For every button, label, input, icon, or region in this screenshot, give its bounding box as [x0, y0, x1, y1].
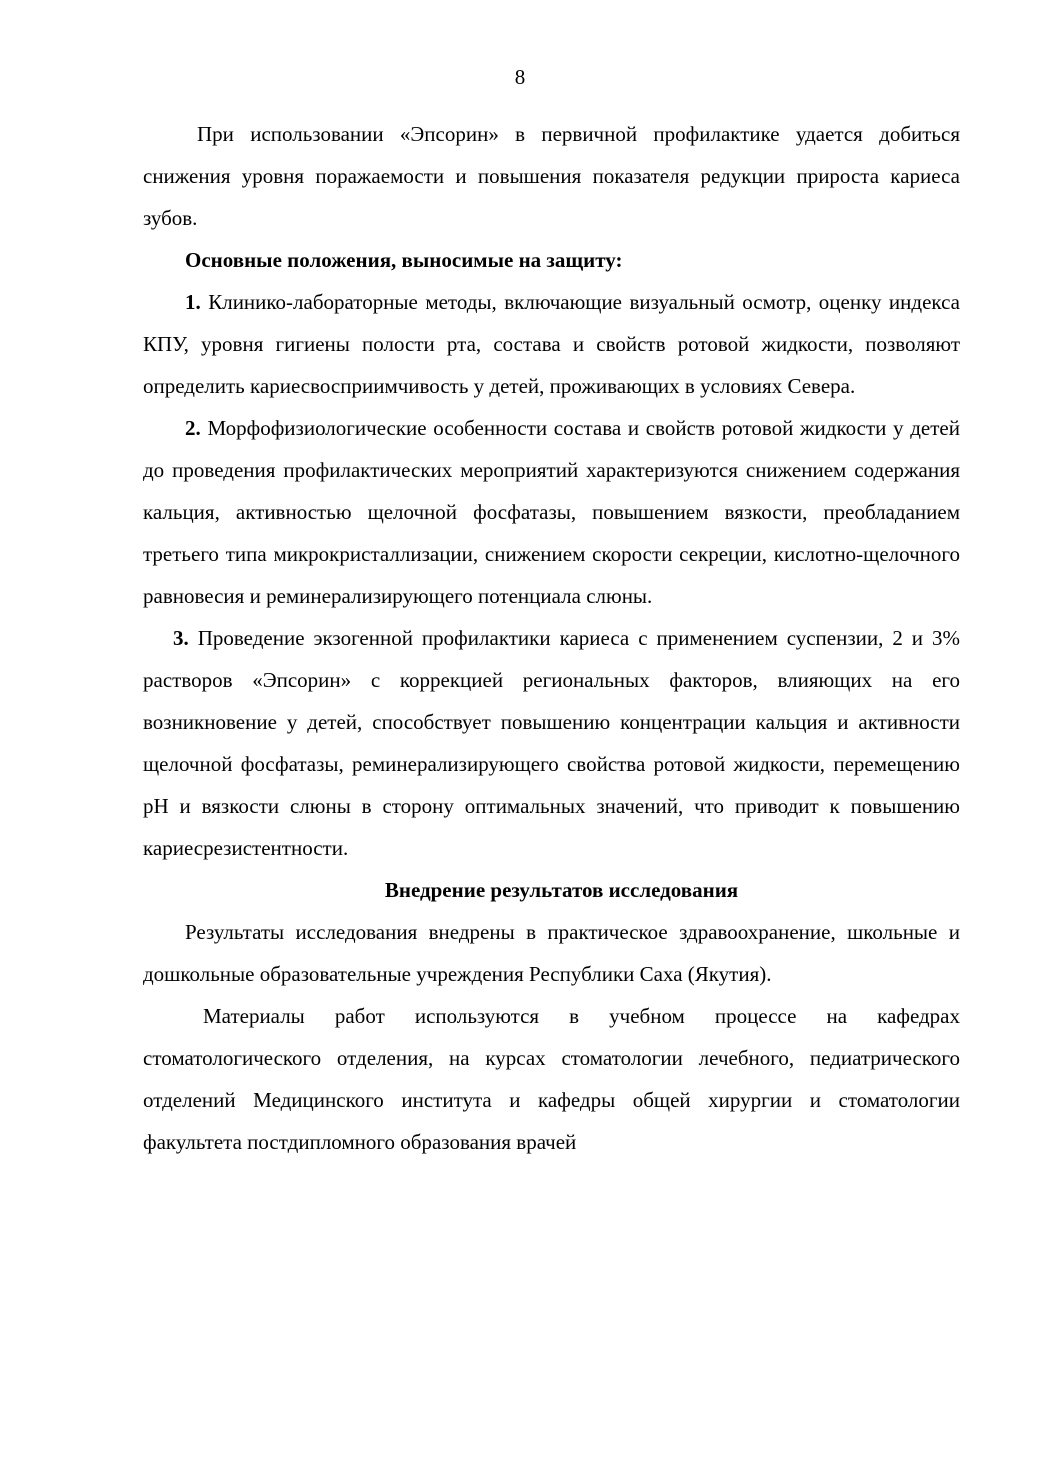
page-content: [143, 113, 960, 1163]
page-number: 8: [514, 65, 526, 89]
item-number: 1.: [185, 290, 201, 314]
implementation-paragraph: Результаты исследования внедрены в практическое здравоохранение, школьные и дошкольные образовательные учреждения Республики Саха (Якутия).: [143, 920, 960, 986]
item-text: Проведение экзогенной профилактики кариеса с применением суспензии, 2 и 3% растворов «Эпсорин» с коррекцией региональных факторов, влияющих на его возникновение у детей, способствует повышению концентрации кальция и активности щелочной фосфатазы, реминерализирующего свойства ротовой жидкости, перемещению рН и вязкости слюны в сторону оптимальных значений, что приводит к повышению кариесрезистентности.: [143, 626, 961, 860]
implementation-heading: Внедрение результатов исследования: [384, 878, 739, 902]
item-number: 3.: [173, 626, 189, 650]
defense-item-1: [143, 281, 960, 407]
item-number: 2.: [185, 416, 201, 440]
defense-item-3: [143, 617, 960, 869]
item-text: Морфофизиологические особенности состава и свойств ротовой жидкости у детей до проведения профилактических мероприятий характеризуются снижением содержания кальция, активностью щелочной фосфатазы, повышением вязкости, преобладанием третьего типа микрокристаллизации, снижением скорости секреции, кислотно-щелочного равновесия и реминерализирующего потенциала слюны.: [143, 416, 960, 608]
item-text: Клинико-лабораторные методы, включающие визуальный осмотр, оценку индекса КПУ, уровня гигиены полости рта, состава и свойств ротовой жидкости, позволяют определить кариесвосприимчивость у детей, проживающих в условиях Севера.: [143, 290, 960, 398]
defense-item-2: [143, 407, 960, 617]
intro-paragraph: При использовании «Эпсорин» в первичной профилактике удается добиться снижения уровня поражаемости и повышения показателя редукции прироста кариеса зубов.: [143, 122, 960, 230]
materials-paragraph: Материалы работ используются в учебном процессе на кафедрах стоматологического отделения, на курсах стоматологии лечебного, педиатрического отделений Медицинского института и кафедры общей хирургии и стоматологии факультета постдипломного образования врачей: [143, 1004, 960, 1154]
defense-heading: Основные положения, выносимые на защиту:: [185, 248, 623, 272]
